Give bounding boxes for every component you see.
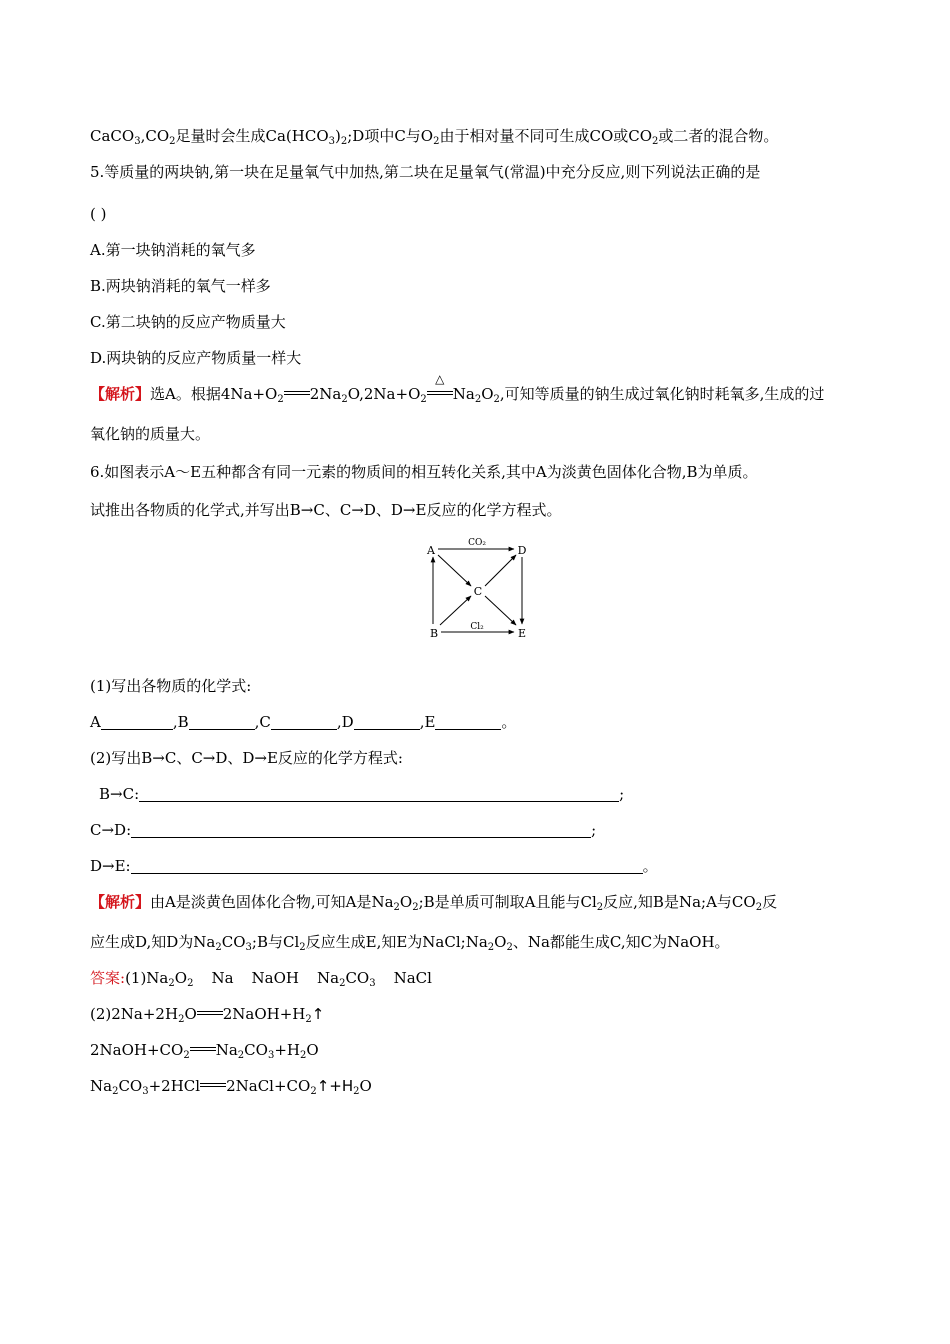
q5-option-c: C.第二块钠的反应产物质量大 [90,313,286,331]
analysis-tag: 【解析】 [90,893,151,911]
arrow-b-to-c [440,596,471,625]
q5-answer-paren: ( ) [90,205,107,223]
blank-a[interactable] [101,714,173,730]
heating-equals-sign [427,372,453,400]
blank-de[interactable] [131,858,643,874]
q6-eq-bc: B→C: ; [99,785,625,803]
equals-sign [200,1078,226,1092]
q5-option-b: B.两块钠消耗的氧气一样多 [90,277,271,295]
q6-answer-eq1: $(2)2Na+2H_2O$ $2NaOH+H_2↑$ [90,1005,325,1025]
conversion-diagram [425,535,535,645]
q6-part2: (2)写出B→C、C→D、D→E反应的化学方程式: [90,749,403,767]
q6-analysis-line2: 应生成D,知D为$Na_2CO_3;B$与$Cl_2$反应生成E,知E为$NaCl;Na_2O_2$、Na都能生成C,知C为NaOH。 [90,933,730,953]
blank-e[interactable] [435,714,501,730]
arrow-c-to-d [485,555,516,586]
q5-analysis-line2: 氧化钠的质量大。 [90,425,211,443]
q6-answer-line1: 答案$:(1)Na_2O_2$ Na NaOH $Na_2CO_3$ NaCl [90,969,432,989]
equals-sign [197,1006,223,1020]
q6-eq-cd: C→D: ; [90,821,597,839]
node-b: B [429,627,439,640]
up-arrow-icon: ↑ [311,1005,325,1023]
blank-b[interactable] [189,714,255,730]
equals-sign [190,1042,216,1056]
equals-sign [284,386,310,400]
node-d: D [517,544,527,557]
blank-cd[interactable] [131,822,591,838]
arrow-c-to-e [485,596,516,625]
q6-answer-eq2: $2NaOH+CO_2$ $Na_2CO_3+H_2O$ [90,1041,319,1061]
q6-answer-eq3: $Na_2CO_3+2HCl$ $2NaCl+CO_2↑+H_2O$ [90,1077,372,1097]
label-cl2: Cl₂ [470,622,484,632]
analysis-tag: 【解析】 [90,385,151,403]
node-e: E [517,627,527,640]
answer-tag: 答案: [90,969,126,987]
label-co2: CO₂ [468,538,486,548]
node-c: C [473,585,483,598]
q5-option-d: D.两块钠的反应产物质量一样大 [90,349,302,367]
intro-line: $CaCO_3,CO_2$足量时会生成$Ca(HCO_3)_2;D$项中C与$O_2$由于相对量不同可生成CO或$CO_2$或二者的混合物。 [90,127,779,147]
q6-part1: (1)写出各物质的化学式: [90,677,252,695]
q6-stem-line2: 试推出各物质的化学式,并写出B→C、C→D、D→E反应的化学方程式。 [90,501,562,519]
arrow-a-to-c [438,555,471,586]
q5-analysis-line1: 【解析】选A。根据$4Na+O_2$ $2Na_2O,2Na+O_2$ △ $Na_2O_2$,可知等质量的钠生成过氧化钠时耗氧多,生成的过 [90,372,825,405]
q6-eq-de: D→E: 。 [90,857,658,875]
q5-stem: 5.等质量的两块钠,第一块在足量氧气中加热,第二块在足量氧气(常温)中充分反应,则下列说法正确的是 [90,163,761,181]
q5-option-a: A.第一块钠消耗的氧气多 [90,241,256,259]
blank-d[interactable] [354,714,420,730]
node-a: A [427,544,435,557]
blank-c[interactable] [271,714,337,730]
heat-triangle-icon: △ [435,372,445,386]
q6-stem-line1: 6.如图表示A～E五种都含有同一元素的物质间的相互转化关系,其中A为淡黄色固体化合物,B为单质。 [90,463,758,481]
blank-bc[interactable] [139,786,619,802]
q6-analysis-line1: 【解析】由A是淡黄色固体化合物,可知A是$Na_2O_2;B$是单质可制取A且能与$Cl_2$反应,知B是Na;A与$CO_2$反 [90,893,778,913]
q6-fill-formulas: A ,B ,C ,D ,E 。 [90,713,517,731]
